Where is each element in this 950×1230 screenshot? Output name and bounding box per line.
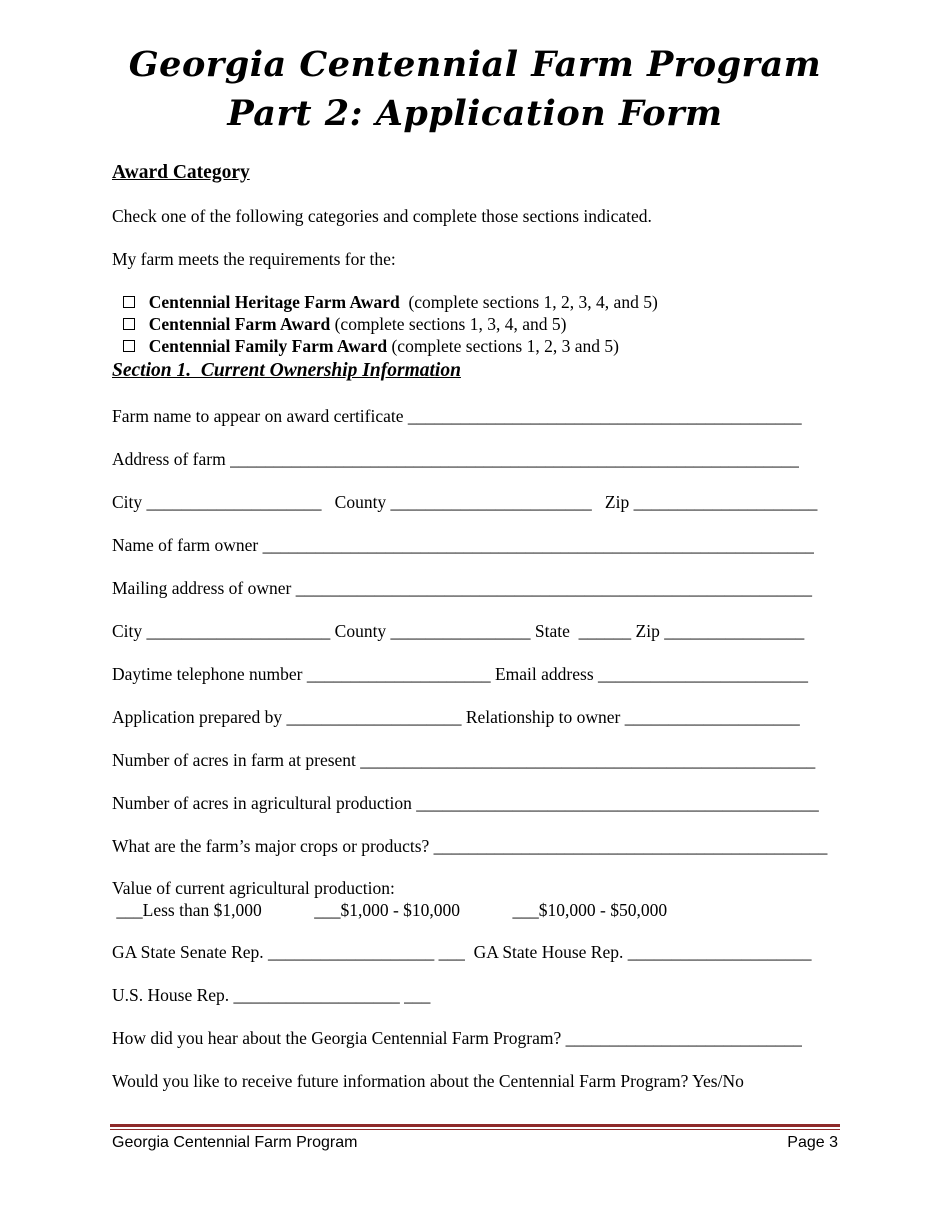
page-subtitle: Part 2: Application Form — [227, 93, 723, 134]
field-owner-city-county-state-zip[interactable]: City _____________________ County ________________ State ______ Zip ________________ — [112, 621, 805, 641]
footer-divider — [110, 1124, 840, 1127]
page-title: Georgia Centennial Farm Program — [128, 44, 822, 85]
checkbox-family[interactable] — [123, 340, 135, 352]
footer-divider-thin — [110, 1129, 840, 1130]
award-intro: My farm meets the requirements for the: — [112, 249, 396, 269]
footer-page-number: Page 3 — [787, 1134, 838, 1151]
field-us-house-rep[interactable]: U.S. House Rep. ___________________ ___ — [112, 985, 431, 1005]
award-option-note: (complete sections 1, 2, 3, 4, and 5) — [399, 292, 658, 312]
field-how-did-you-hear[interactable]: How did you hear about the Georgia Centennial Farm Program? ___________________________ — [112, 1028, 802, 1048]
award-option-name: Centennial Family Farm Award — [148, 336, 388, 356]
field-farm-city-county-zip[interactable]: City ____________________ County _______________________ Zip _____________________ — [112, 492, 818, 512]
field-state-reps[interactable]: GA State Senate Rep. ___________________ ___ GA State House Rep. _____________________ — [112, 942, 812, 962]
field-acres-production[interactable]: Number of acres in agricultural production ______________________________________________ — [112, 793, 819, 813]
award-option-name: Centennial Farm Award — [148, 314, 331, 334]
award-option-family[interactable] — [112, 313, 619, 357]
award-instruction: Check one of the following categories and complete those sections indicated. — [112, 206, 652, 226]
field-phone-email[interactable]: Daytime telephone number _____________________ Email address ________________________ — [112, 664, 809, 684]
field-owner-mailing-address[interactable]: Mailing address of owner ___________________________________________________________ — [112, 578, 812, 598]
field-farm-name[interactable]: Farm name to appear on award certificate _____________________________________________ — [112, 406, 802, 426]
production-value-label: Value of current agricultural production: — [112, 878, 395, 898]
field-acres-present[interactable]: Number of acres in farm at present ____________________________________________________ — [112, 750, 816, 770]
award-option-note: (complete sections 1, 2, 3 and 5) — [387, 336, 619, 356]
award-option-note: (complete sections 1, 3, 4, and 5) — [330, 314, 567, 334]
field-owner-name[interactable]: Name of farm owner _______________________________________________________________ — [112, 535, 814, 555]
field-future-info[interactable]: Would you like to receive future information about the Centennial Farm Program? Yes/No — [112, 1071, 744, 1091]
field-crops-products[interactable]: What are the farm’s major crops or products? _____________________________________________ — [112, 836, 828, 856]
award-category-heading: Award Category — [112, 162, 250, 183]
footer-program-name: Georgia Centennial Farm Program — [112, 1134, 358, 1151]
award-option-name: Centennial Heritage Farm Award — [148, 292, 400, 312]
field-preparer-relationship[interactable]: Application prepared by ____________________ Relationship to owner ____________________ — [112, 707, 800, 727]
field-farm-address[interactable]: Address of farm _________________________________________________________________ — [112, 449, 799, 469]
section1-heading: Section 1. Current Ownership Information — [112, 360, 461, 381]
field-production-value-options[interactable]: ___Less than $1,000 ___$1,000 - $10,000 ___$10,000 - $50,000 — [112, 900, 668, 920]
